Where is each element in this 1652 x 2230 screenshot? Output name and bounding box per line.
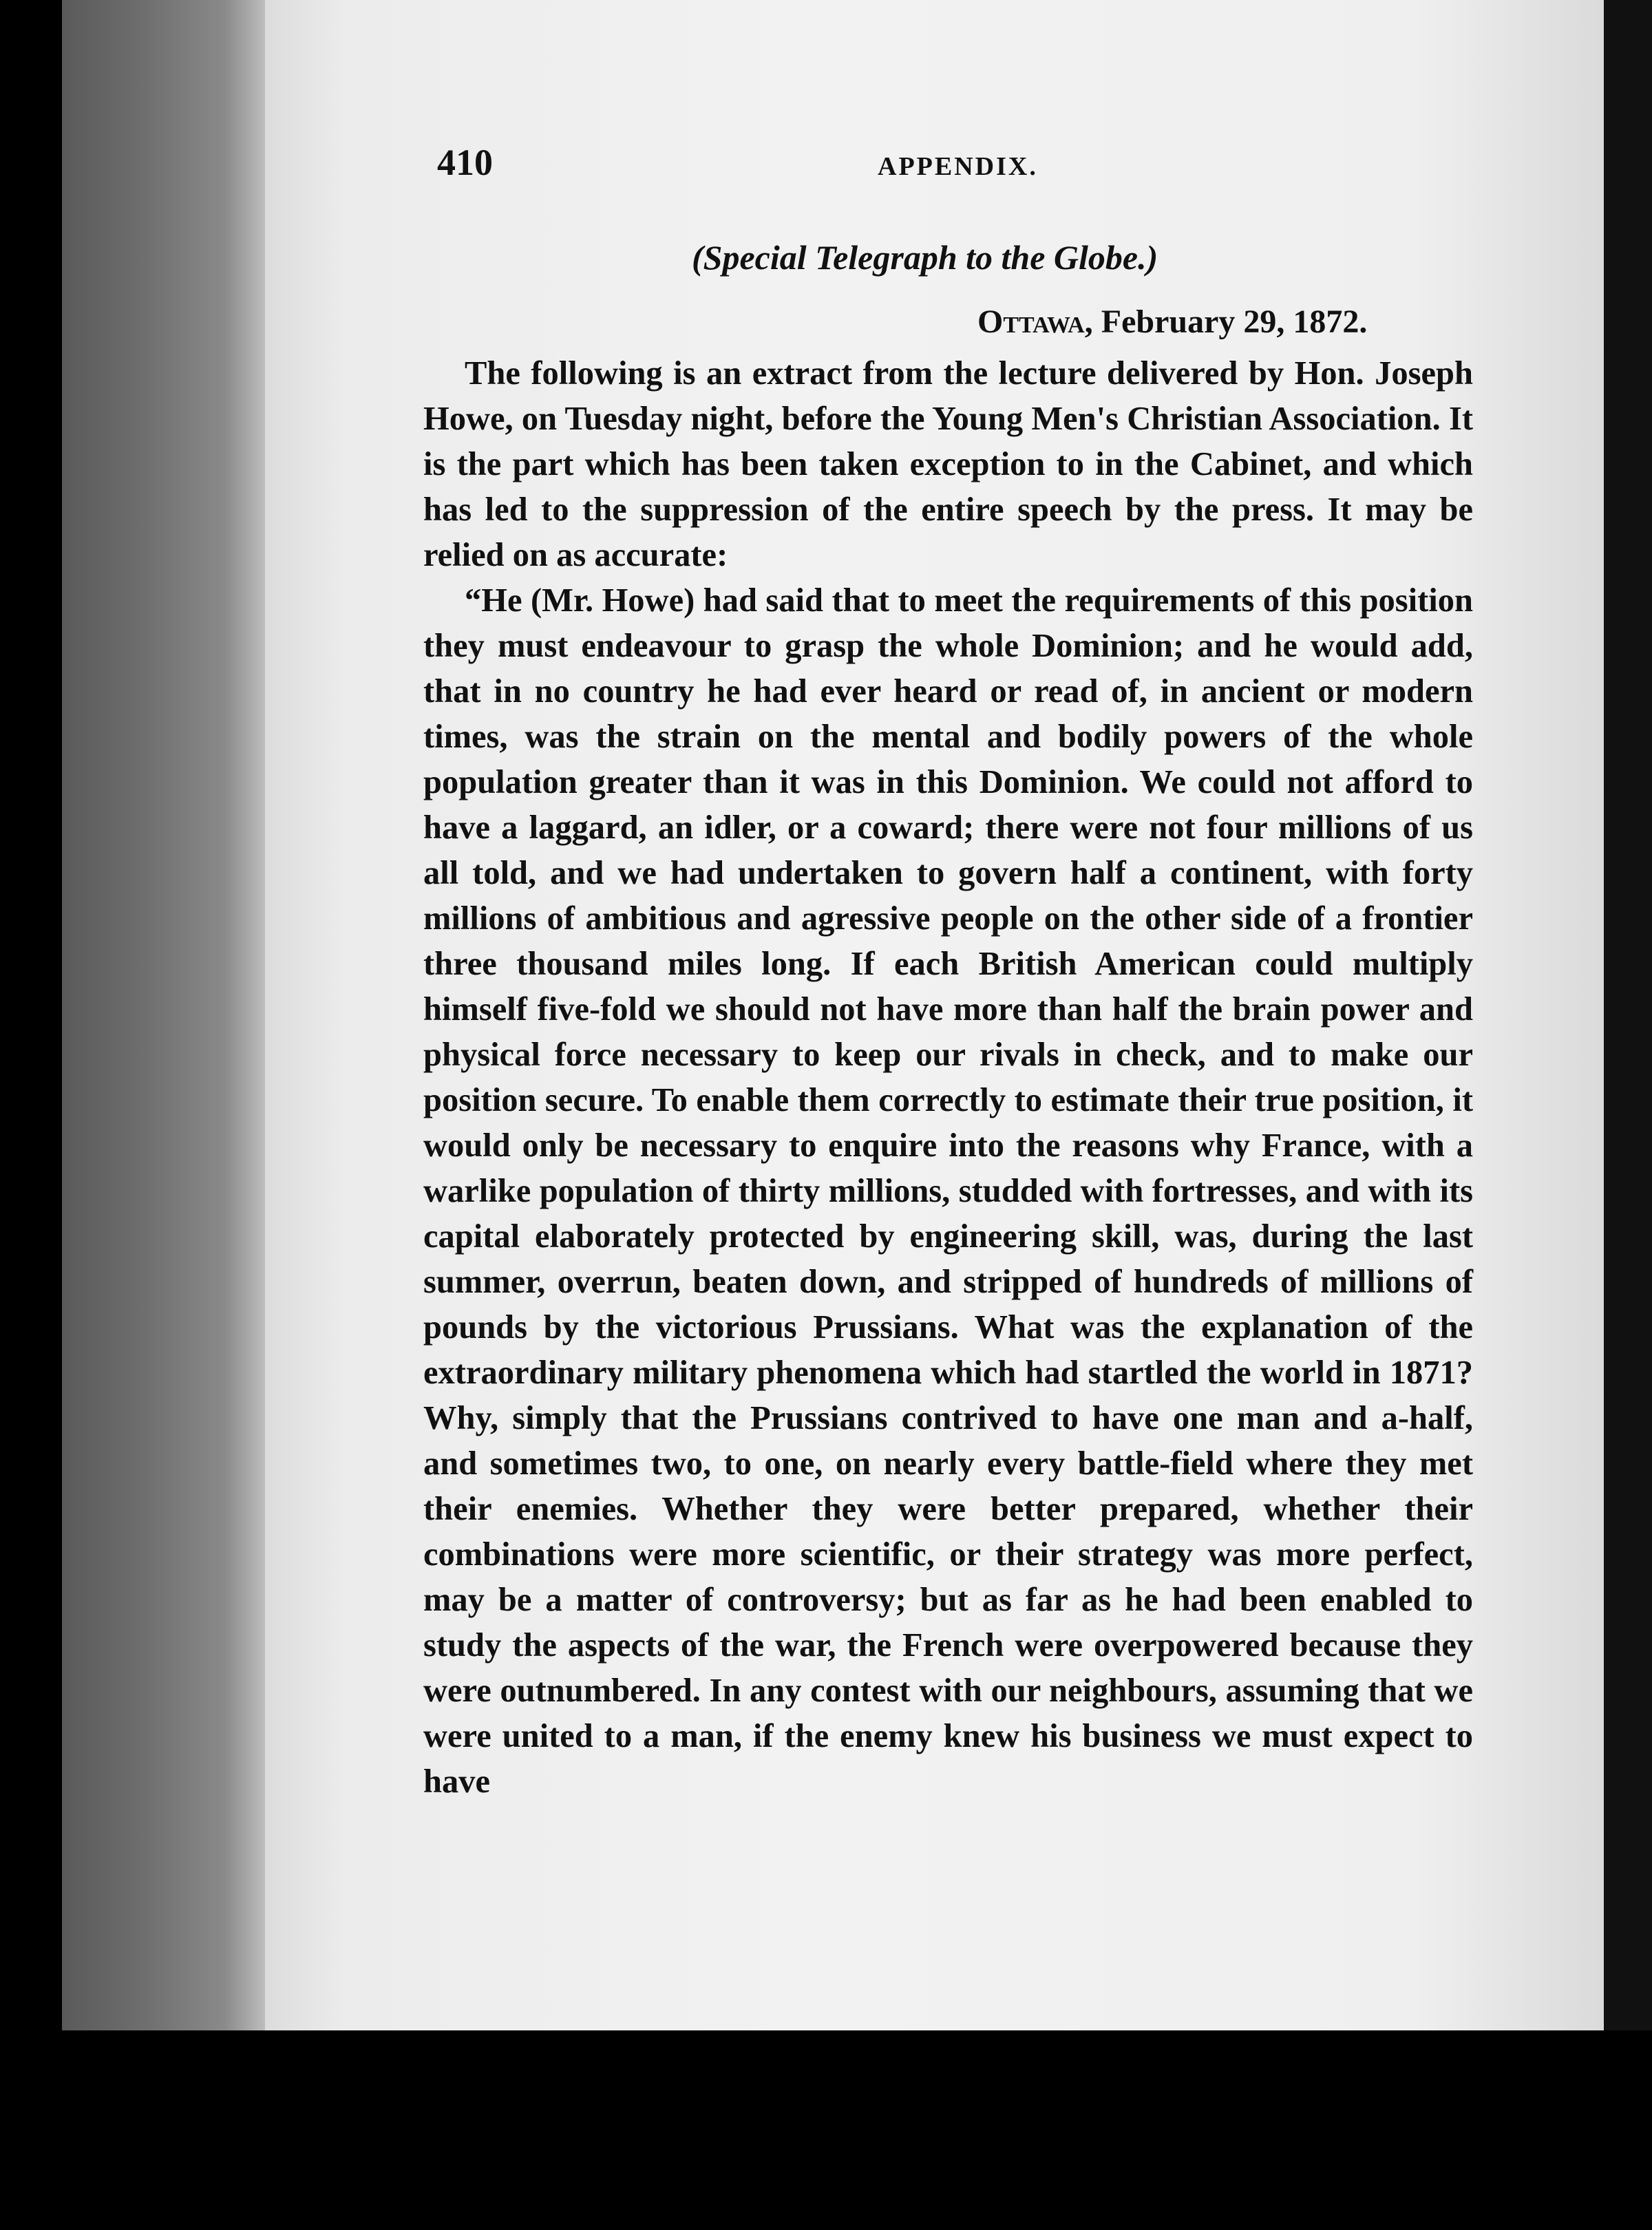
- page-right-edge: [1604, 0, 1652, 2065]
- dateline-date: February 29, 1872.: [1101, 304, 1368, 340]
- intro-paragraph: The following is an extract from the lecture delivered by Hon. Joseph Howe, on Tuesday night, before the Young Men's Christian Association. It is the part which has been taken exception to in the Cabinet, and which has led to the suppression of the entire speech by the press. It may be relied on as accurate:: [423, 355, 1473, 573]
- running-head: APPENDIX.: [878, 152, 1038, 181]
- dateline: [977, 303, 1367, 341]
- scan-bottom-margin: [0, 2030, 1652, 2230]
- article-body: [423, 351, 1473, 1805]
- dateline-place: Ottawa,: [977, 304, 1093, 340]
- source-heading: (Special Telegraph to the Globe.): [692, 238, 1158, 277]
- page-binding-shadow: [62, 0, 265, 2030]
- page-number: 410: [437, 142, 493, 183]
- quoted-speech-paragraph: “He (Mr. Howe) had said that to meet the requirements of this position they must endeavour to grasp the whole Dominion; and he would add, that in no country he had ever heard or read of, in ancient or modern times, was the strain on the mental and bodily powers of the whole population greater than it was in this Dominion. We could not afford to have a laggard, an idler, or a coward; there were not four millions of us all told, and we had undertaken to govern half a continent, with forty millions of ambitious and agressive people on the other side of a frontier three thousand miles long. If each British American could multiply himself five-fold we should not have more than half the brain power and physical force necessary to keep our rivals in check, and to make our position secure. To enable them correctly to estimate their true position, it would only be necessary to enquire into the reasons why France, with a warlike population of thirty millions, studded with fortresses, and with its capital elaborately protected by engineering skill, was, during the last summer, overrun, beaten down, and stripped of hundreds of millions of pounds by the victorious Prussians. What was the explanation of the extraordinary military phenomena which had startled the world in 1871? Why, simply that the Prussians contrived to have one man and a-half, and sometimes two, to one, on nearly every battle-field where they met their enemies. Whether they were better prepared, whether their combinations were more scientific, or their strategy was more perfect, may be a matter of controversy; but as far as he had been enabled to study the aspects of the war, the French were overpowered because they were outnumbered. In any contest with our neighbours, assuming that we were united to a man, if the enemy knew his business we must expect to have: [423, 582, 1473, 1800]
